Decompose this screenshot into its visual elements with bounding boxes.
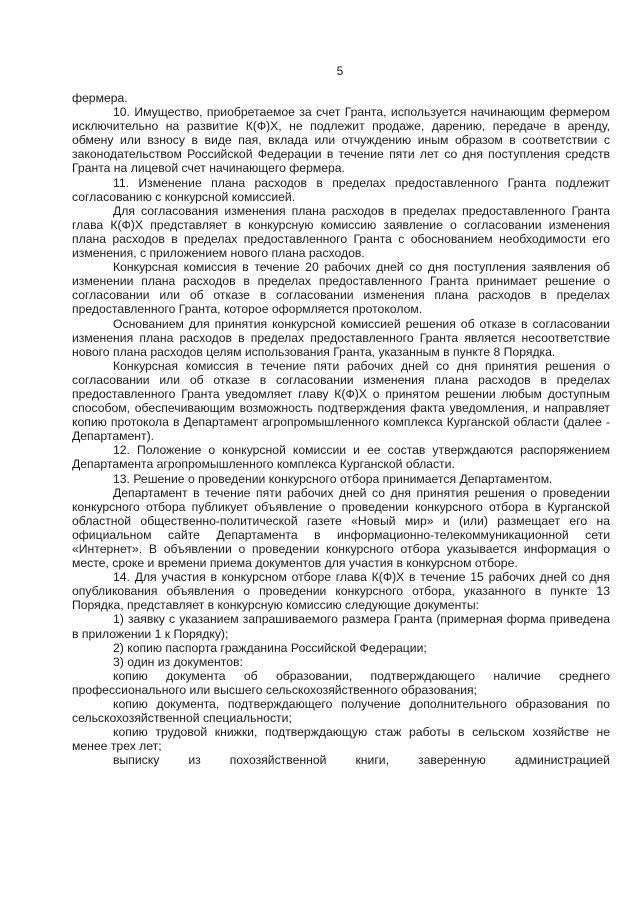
paragraph: 1) заявку с указанием запрашиваемого размера Гранта (примерная форма приведена в приложении 1 к Порядку); [72, 612, 610, 641]
paragraph: выписку из похозяйственной книги, заверенную администрацией [113, 753, 610, 768]
paragraph: Основанием для принятия конкурсной комиссией решения об отказе в согласовании изменения плана расходов в пределах предоставленного Гранта является несоответствие нового плана расходов целям использования Гранта, указанным в пункте 8 Порядка. [72, 316, 610, 359]
paragraph: Департамент в течение пяти рабочих дней со дня принятия решения о проведении конкурсного отбора публикует объявление о проведении конкурсного отбора в Курганской областной общественно-политической газете «Новый мир» и (или) размещает его на официальном сайте Департамента в информационно-телекоммуникационной сети «Интернет». В объявлении о проведении конкурсного отбора указывается информация о месте, сроке и времени приема документов для участия в конкурсном отборе. [72, 485, 610, 571]
paragraph: Конкурсная комиссия в течение пяти рабочих дней со дня принятия решения о согласовании или об отказе в согласовании изменения плана расходов в пределах предоставленного Гранта уведомляет главу К(Ф)Х о принятом решении любым доступным способом, обеспечивающим возможность подтверждения факта уведомления, и направляет копию протокола в Департамент агропромышленного комплекса Курганской области (далее - Департамент). [72, 358, 610, 444]
paragraph: 14. Для участия в конкурсном отборе глава К(Ф)Х в течение 15 рабочих дней со дня опубликования объявления о проведении конкурсного отбора, указанного в пункте 13 Порядка, представляет в конкурсную комиссию следующие документы: [72, 570, 610, 613]
paragraph: копию трудовой книжки, подтверждающую стаж работы в сельском хозяйстве не менее трех лет; [72, 725, 610, 754]
paragraph: копию документа об образовании, подтверждающего наличие среднего профессионального или высшего сельскохозяйственного образования; [72, 668, 610, 697]
paragraph: Конкурсная комиссия в течение 20 рабочих дней со дня поступления заявления об изменении плана расходов в пределах предоставленного Гранта принимает решение о согласовании или об отказе в согласовании изменения плана расходов в пределах предоставленного Гранта, которое оформляется протоколом. [72, 260, 610, 317]
page-number: 5 [336, 64, 344, 78]
paragraph: 11. Изменение плана расходов в пределах предоставленного Гранта подлежит согласованию с конкурсной комиссией. [72, 175, 610, 204]
paragraph: 13. Решение о проведении конкурсного отбора принимается Департаментом. [113, 471, 553, 486]
document-body [72, 91, 610, 768]
paragraph: 2) копию паспорта гражданина Российской Федерации; [113, 640, 427, 655]
paragraph: 12. Положение о конкурсной комиссии и ее состав утверждаются распоряжением Департамента агропромышленного комплекса Курганской области. [72, 443, 610, 472]
paragraph: фермера. [72, 91, 128, 105]
paragraph: копию документа, подтверждающего получение дополнительного образования по сельскохозяйственной специальности; [72, 697, 610, 726]
paragraph: 3) один из документов: [113, 654, 243, 669]
paragraph: 10. Имущество, приобретаемое за счет Гранта, используется начинающим фермером исключительно на развитие К(Ф)Х, не подлежит продаже, дарению, передаче в аренду, обмену или взносу в виде пая, вклада или отчуждению иным образом в соответствии с законодательством Российской Федерации в течение пяти лет со дня поступления средств Гранта на лицевой счет начинающего фермера. [72, 105, 610, 176]
paragraph: Для согласования изменения плана расходов в пределах предоставленного Гранта глава К(Ф)Х представляет в конкурсную комиссию заявление о согласовании изменения плана расходов в пределах предоставленного Гранта с обоснованием необходимости его изменения, с приложением нового плана расходов. [72, 203, 610, 261]
